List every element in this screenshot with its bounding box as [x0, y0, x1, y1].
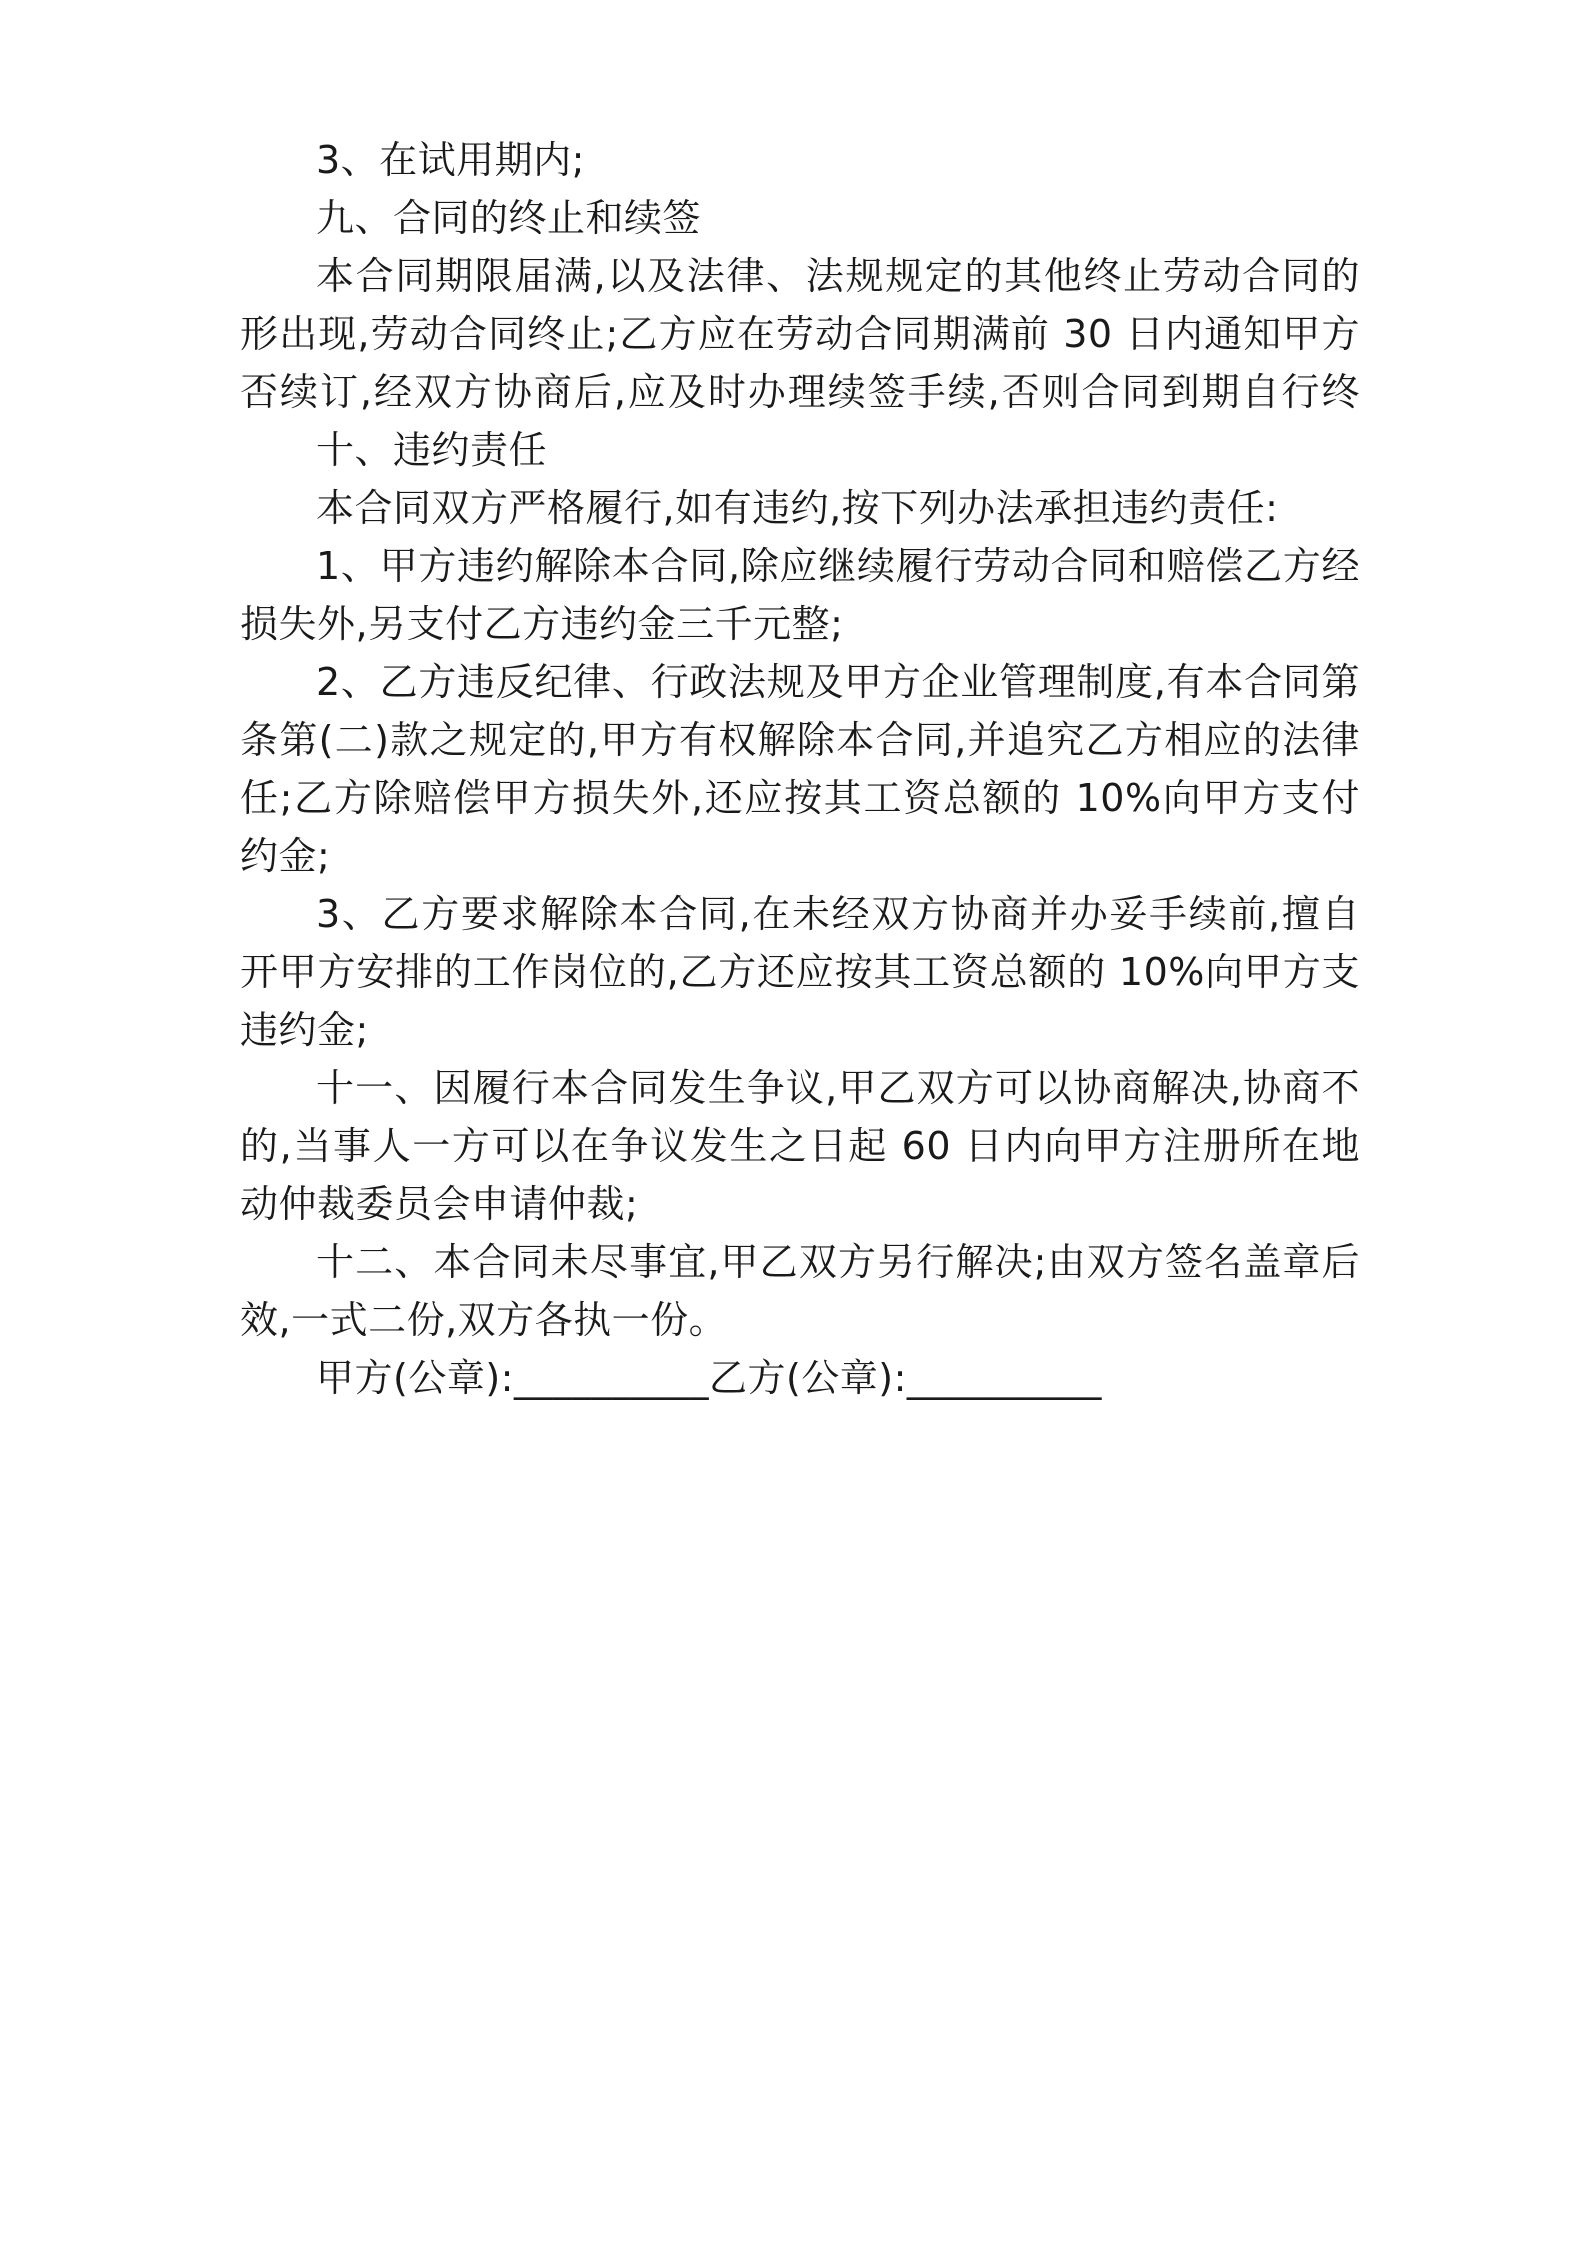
text-line: 九、合同的终止和续签: [316, 196, 702, 240]
text-line: 开甲方安排的工作岗位的,乙方还应按其工资总额的 10%向甲方支: [240, 950, 1360, 994]
text-line: 3、在试用期内;: [316, 138, 585, 182]
text-line: 约金;: [240, 834, 331, 878]
paragraph-breach-2: [240, 640, 1360, 898]
text-line: 十二、本合同未尽事宜,甲乙双方另行解决;由双方签名盖章后: [316, 1240, 1360, 1284]
paragraph-dispute: [240, 1046, 1360, 1246]
text-line: 本合同期限届满,以及法律、法规规定的其他终止劳动合同的: [316, 254, 1360, 298]
text-line: 甲方(公章):__________乙方(公章):__________: [316, 1356, 1102, 1400]
text-line: 否续订,经双方协商后,应及时办理续签手续,否则合同到期自行终: [240, 370, 1360, 414]
text-line: 2、乙方违反纪律、行政法规及甲方企业管理制度,有本合同第: [316, 660, 1360, 704]
text-line: 损失外,另支付乙方违约金三千元整;: [240, 602, 844, 646]
text-line: 十一、因履行本合同发生争议,甲乙双方可以协商解决,协商不: [316, 1066, 1360, 1110]
paragraph-breach-3: [240, 872, 1360, 1072]
text-line: 十、违约责任: [316, 428, 548, 472]
text-line: 1、甲方违约解除本合同,除应继续履行劳动合同和赔偿乙方经: [316, 544, 1360, 588]
text-line: 3、乙方要求解除本合同,在未经双方协商并办妥手续前,擅自: [316, 892, 1360, 936]
text-line: 效,一式二份,双方各执一份。: [240, 1298, 728, 1342]
text-line: 违约金;: [240, 1008, 369, 1052]
text-line: 本合同双方严格履行,如有违约,按下列办法承担违约责任:: [316, 486, 1279, 530]
signature-line: [240, 1336, 1360, 1420]
text-line: 动仲裁委员会申请仲裁;: [240, 1182, 639, 1226]
text-line: 任;乙方除赔偿甲方损失外,还应按其工资总额的 10%向甲方支付: [240, 776, 1360, 820]
text-line: 条第(二)款之规定的,甲方有权解除本合同,并追究乙方相应的法律: [240, 718, 1360, 762]
text-line: 的,当事人一方可以在争议发生之日起 60 日内向甲方注册所在地: [240, 1124, 1360, 1168]
text-line: 形出现,劳动合同终止;乙方应在劳动合同期满前 30 日内通知甲方: [240, 312, 1360, 356]
paragraph-termination: [240, 234, 1360, 434]
